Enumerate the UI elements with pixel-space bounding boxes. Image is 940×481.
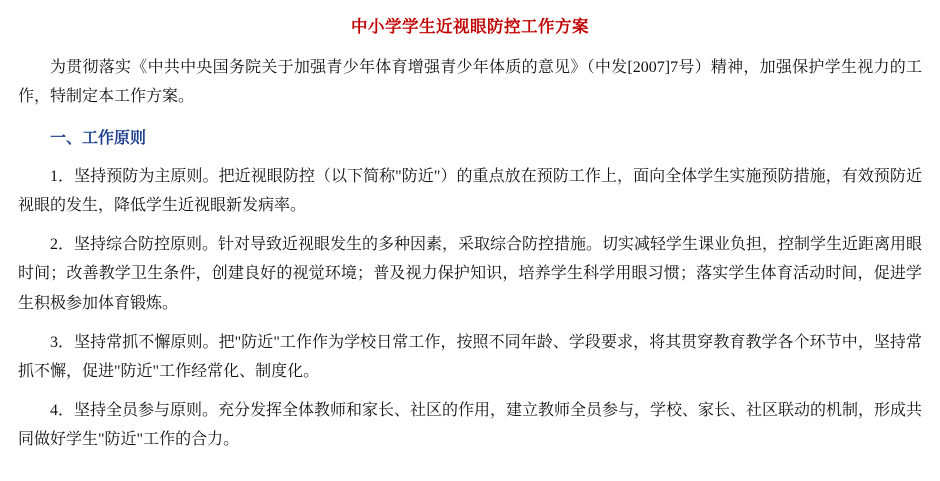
principle-paragraph-4: 4．坚持全员参与原则。充分发挥全体教师和家长、社区的作用，建立教师全员参与，学校、家长、社区联动的机制，形成共同做好学生"防近"工作的合力。 bbox=[18, 401, 923, 448]
intro-paragraph: 为贯彻落实《中共中央国务院关于加强青少年体育增强青少年体质的意见》（中发[2007]7号）精神，加强保护学生视力的工作，特制定本工作方案。 bbox=[18, 59, 922, 106]
page-title: 中小学学生近视眼防控工作方案 bbox=[351, 18, 589, 36]
principle-paragraph-3: 3．坚持常抓不懈原则。把"防近"工作作为学校日常工作，按照不同年龄、学段要求，将其贯穿教育教学各个环节中，坚持常抓不懈，促进"防近"工作经常化、制度化。 bbox=[18, 333, 922, 380]
principle-paragraph-2: 2．坚持综合防控原则。针对导致近视眼发生的多种因素，采取综合防控措施。切实减轻学生课业负担，控制学生近距离用眼时间；改善教学卫生条件，创建良好的视觉环境；普及视力保护知识，培养学生科学用眼习惯；落实学生体育活动时间，促进学生积极参加体育锻炼。 bbox=[18, 236, 923, 312]
principle-paragraph-1: 1．坚持预防为主原则。把近视眼防控（以下简称"防近"）的重点放在预防工作上，面向全体学生实施预防措施，有效预防近视眼的发生，降低学生近视眼新发病率。 bbox=[18, 168, 922, 215]
section-heading-work-principles: 一、工作原则 bbox=[50, 130, 147, 148]
